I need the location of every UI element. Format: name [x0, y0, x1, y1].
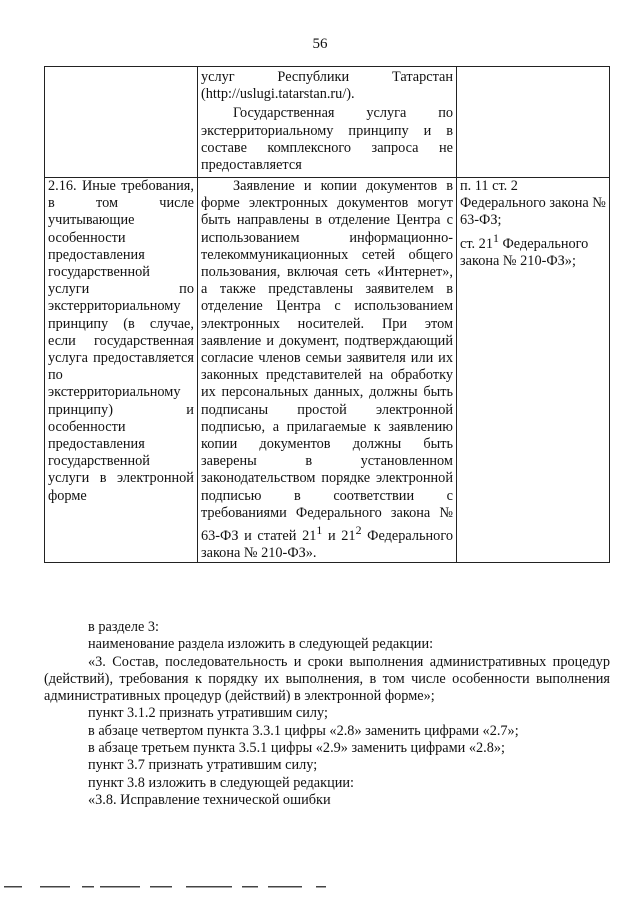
- table-row: [45, 67, 610, 178]
- superscript: 1: [492, 230, 499, 245]
- table-cell-row2-col1: [45, 178, 198, 563]
- reference-text: Федерального закона № 210-ФЗ»;: [460, 235, 589, 269]
- reference-text: ст. 21: [460, 235, 493, 252]
- table-cell-row2-col2: [197, 178, 456, 563]
- description-text: и 21: [322, 527, 356, 544]
- page-number: 56: [312, 36, 328, 52]
- amendments-text: [44, 619, 610, 809]
- legal-reference: [460, 230, 606, 270]
- body-paragraph: пункт 3.1.2 признать утратившим силу;: [88, 705, 328, 722]
- table-row: [45, 178, 610, 563]
- superscript: 1: [316, 523, 323, 538]
- description-text: Заявление и копии документов в форме электронных документов могут быть направлены в отделение Центра с использованием информационно-телекоммуникационных сетей общего пользования, включая сеть «Интернет», а также представлены заявителем в отделение Центра с использованием электронных носителей. При этом заявление и документ, подтверждающий согласие членов семьи заявителя или их законных представителей на обработку их персональных данных, должны быть подписаны простой электронной подписью, а прилагаемые к заявлению копии документов должны быть заверены в установленном законодательством порядке электронной подписью в соответствии с требованиями Федерального закона № 63-ФЗ и статей 21: [200, 178, 453, 544]
- body-paragraph: в разделе 3:: [88, 619, 160, 635]
- scan-artifact: [0, 884, 640, 890]
- superscript: 2: [355, 523, 362, 538]
- body-paragraph: «3. Состав, последовательность и сроки выполнения административных процедур (действий), требования к порядку их выполнения, в том числе особенности выполнения административных процедур (действий) в электронной форме»;: [44, 653, 610, 705]
- table-cell-row1-col1: [45, 67, 198, 178]
- table-cell-row2-col3: [457, 178, 610, 563]
- requirement-name: 2.16. Иные требования, в том числе учитывающие особенности предоставления государственной услуги по экстерриториальному принципу (в случае, если государственная услуга предоставляется по экстерриториальному принципу) и особенности предоставления государственной услуги в электронной форме: [48, 178, 194, 504]
- body-paragraph: в абзаце четвертом пункта 3.3.1 цифры «2.8» заменить цифрами «2.7»;: [88, 722, 519, 739]
- requirements-table: [44, 66, 610, 563]
- legal-reference: п. 11 ст. 2 Федерального закона № 63-ФЗ;: [460, 178, 606, 229]
- body-paragraph: «3.8. Исправление технической ошибки: [88, 791, 331, 808]
- table-cell-row1-col3: [457, 67, 610, 178]
- body-paragraph: наименование раздела изложить в следующей редакции:: [88, 636, 434, 653]
- description-text: Федерального закона № 210-ФЗ».: [200, 527, 453, 562]
- body-paragraph: в абзаце третьем пункта 3.5.1 цифры «2.9» заменить цифрами «2.8»;: [88, 740, 506, 757]
- cell-paragraph: услуг Республики Татарстан (http://uslugi.tatarstan.ru/).: [200, 69, 453, 103]
- body-paragraph: пункт 3.7 признать утратившим силу;: [88, 757, 318, 774]
- table-cell-row1-col2: [197, 67, 456, 178]
- body-paragraph: пункт 3.8 изложить в следующей редакции:: [88, 774, 355, 791]
- requirement-description: [201, 178, 453, 562]
- cell-paragraph: Государственная услуга по экстерриториальному принципу и в составе комплексного запроса не предоставляется: [200, 105, 453, 174]
